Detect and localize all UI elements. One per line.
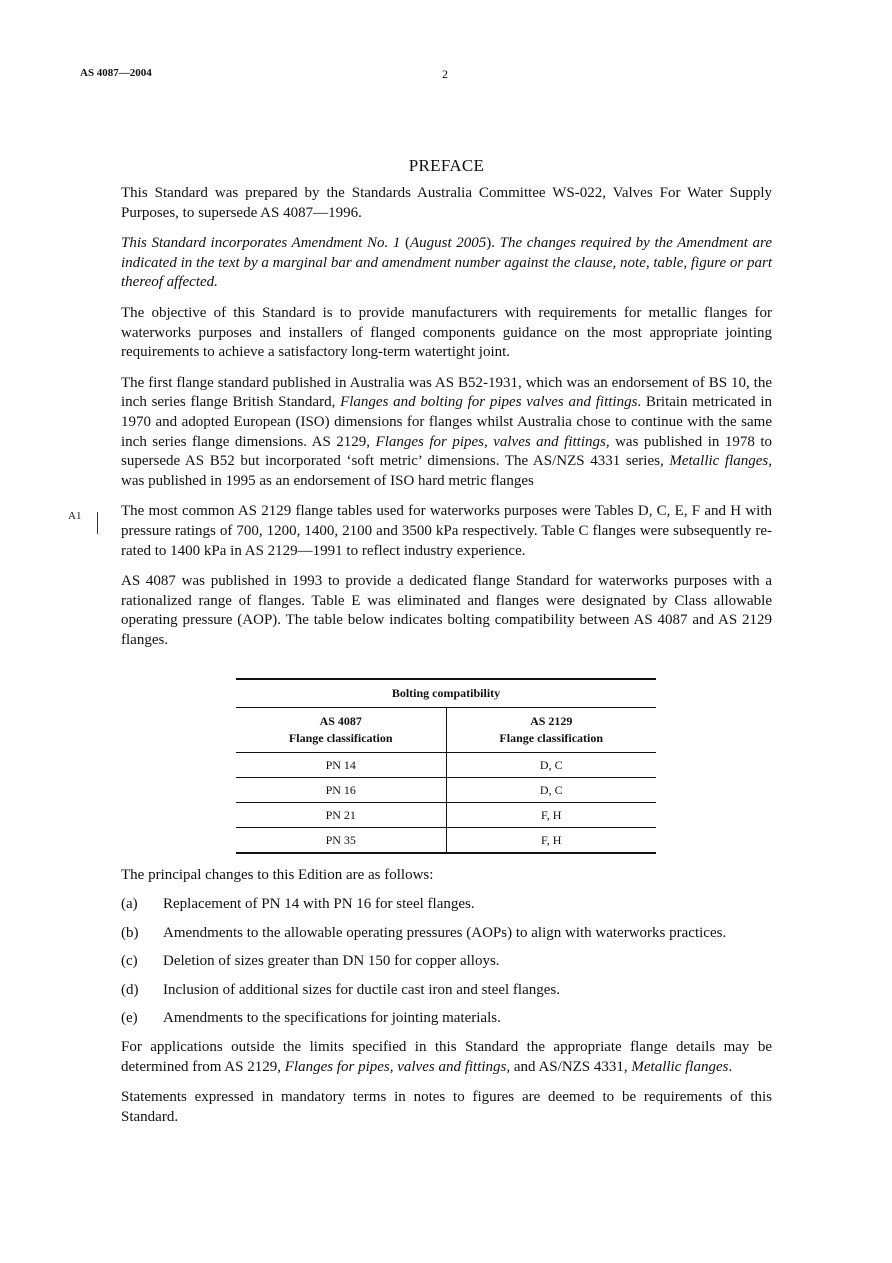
amended-paragraph-wrapper [68,502,772,561]
list-item-text: Amendments to the specifications for jointing materials. [163,1010,501,1027]
table-cell-as2129: F, H [446,803,656,828]
amendment-note-text: This Standard incorporates Amendment No. 1 [121,235,401,252]
table-row [236,828,656,854]
column-header-as4087-line1: AS 4087 [319,714,362,729]
applications-paragraph [121,1038,772,1077]
column-header-as4087 [236,708,446,753]
objective-paragraph: The objective of this Standard is to provide manufacturers with requirements for metallic flanges for waterworks purposes and installers of flanged components guidance on the most appropriate jointing requirements to achieve a satisfactory long-term watertight joint. [121,304,772,361]
common-tables-paragraph: The most common AS 2129 flange tables used for waterworks purposes were Tables D, C, E, F and H with pressure ratings of 700, 1200, 1400, 2100 and 3500 kPa respectively. Table C flanges were subsequently re-rated to 1400 kPa in AS 2129—1991 to reflect industry experience. [121,503,772,559]
history-paragraph [121,374,772,492]
list-item-text: Amendments to the allowable operating pressures (AOPs) to align with waterworks practices. [163,924,727,941]
table-row [236,753,656,778]
list-item-label: (b) [121,924,139,941]
running-header-standard-id: AS 4087—2004 [80,67,152,79]
page-number: 2 [442,67,448,81]
changes-intro-paragraph: The principal changes to this Edition are as follows: [121,867,434,884]
list-item [121,924,772,944]
table-cell-as4087: PN 35 [236,828,446,854]
history-text-4: , was published in 1995 as an endorsement of ISO hard metric flanges [121,453,772,489]
amendment-note-date: August 2005 [409,235,487,252]
list-item-label: (c) [121,953,138,970]
amendment-note-description: The changes required by the Amendment are indicated in the text by a marginal bar and amendment number against the clause, note, table, figure or part thereof affected. [121,235,772,291]
column-header-as2129-line1: AS 2129 [530,714,573,729]
preface-section [68,156,772,1138]
amendment-note-paren-open: ( [404,235,410,252]
amendment-note-paragraph [121,234,772,293]
list-item-label: (d) [121,981,139,998]
list-item-text: Inclusion of additional sizes for ductile cast iron and steel flanges. [163,981,560,998]
amendment-marker: A1 [68,510,82,523]
table-cell-as2129: D, C [446,753,656,778]
applications-title-2: Metallic flanges [631,1058,729,1075]
history-title-3: Metallic flanges [669,453,769,470]
statements-paragraph: Statements expressed in mandatory terms in notes to figures are deemed to be requirements of this Standard. [121,1089,772,1125]
applications-title-1: Flanges for pipes, valves and fittings, [284,1058,511,1075]
amendment-note-paren-close: ). [486,235,496,252]
preface-title: PREFACE [408,156,485,175]
table-row [236,778,656,803]
amendment-marginal-bar [97,512,98,534]
applications-text-1: For applications outside the limits specified in this Standard the appropriate flange details may be determined from AS 2129, [121,1039,772,1075]
table-cell-as4087: PN 21 [236,803,446,828]
column-header-as2129 [446,708,656,753]
table-row [236,803,656,828]
table-caption: Bolting compatibility [236,679,656,708]
list-item-label: (e) [121,1010,138,1027]
table-cell-as4087: PN 16 [236,778,446,803]
history-title-2: Flanges for pipes, valves and fittings, [375,433,610,450]
column-header-as2129-line2: Flange classification [499,731,604,746]
list-item [121,952,772,972]
list-item-text: Deletion of sizes greater than DN 150 for copper alloys. [163,953,500,970]
list-item [121,1009,772,1029]
history-title-1: Flanges and bolting for pipes valves and fittings [340,394,638,411]
applications-text-3: . [728,1058,733,1075]
list-item-text: Replacement of PN 14 with PN 16 for steel flanges. [163,896,475,913]
as4087-history-paragraph: AS 4087 was published in 1993 to provide a dedicated flange Standard for waterworks purposes with a rationalized range of flanges. Table E was eliminated and flanges were designated by Class allowable operating pressure (AOP). The table below indicates bolting compatibility between AS 4087 and AS 2129 flanges. [121,573,772,648]
applications-text-2: and AS/NZS 4331, [510,1058,632,1075]
history-text-3: was published in 1978 to supersede AS B52 but incorporated ‘soft metric’ dimensions. The AS/NZS 4331 series, [121,433,772,470]
list-item [121,981,772,1001]
table-cell-as2129: F, H [446,828,656,854]
table-cell-as2129: D, C [446,778,656,803]
history-text-1: The first flange standard published in Australia was AS B52-1931, which was an endorsement of BS 10, the inch series flange British Standard, [121,374,772,411]
history-text-2: . Britain metricated in 1970 and adopted European (ISO) dimensions for flanges whilst Australia chose to continue with the same inch series flange dimensions. AS 2129, [121,394,772,450]
list-item [121,895,772,915]
list-item-label: (a) [121,896,138,913]
table-cell-as4087: PN 14 [236,753,446,778]
column-header-as4087-line2: Flange classification [288,731,393,746]
intro-paragraph: This Standard was prepared by the Standards Australia Committee WS-022, Valves For Water Supply Purposes, to supersede AS 4087—1996. [121,185,772,221]
bolting-compatibility-table [236,678,656,854]
